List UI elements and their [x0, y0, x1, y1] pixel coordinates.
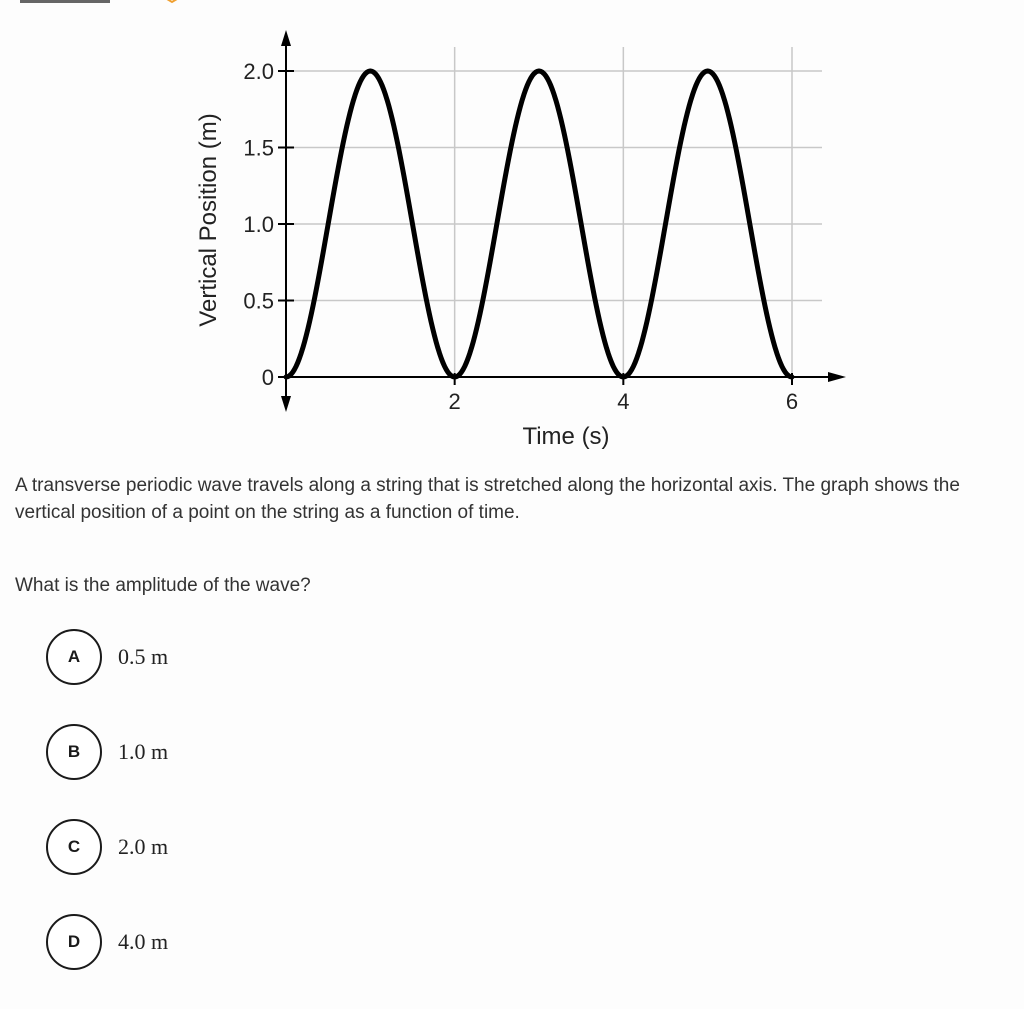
y-tick-label-0: 0 — [261, 365, 274, 390]
choice-a-text: 0.5 m — [118, 644, 169, 669]
y-tick-label-4: 2.0 — [243, 59, 274, 84]
choice-b-text: 1.0 m — [118, 739, 169, 764]
choice-d-letter: D — [46, 914, 102, 970]
y-axis-label: Vertical Position (m) — [195, 113, 222, 327]
x-tick-label-1: 4 — [617, 389, 630, 414]
y-tick-label-2: 1.0 — [243, 212, 274, 237]
y-tick-label-3: 1.5 — [243, 135, 274, 161]
y-axis-arrow-down — [281, 396, 291, 412]
choice-c[interactable] — [46, 817, 446, 877]
x-tick-label-0: 2 — [448, 389, 461, 414]
choice-c-text: 2.0 m — [118, 834, 169, 859]
choice-d[interactable] — [46, 912, 446, 972]
y-tick-label-1: 0.5 — [243, 288, 274, 314]
wave-chart — [0, 0, 1024, 460]
question-passage: A transverse periodic wave travels along a string that is stretched along the horizontal axis. The graph shows the vertical position of a point on the string as a function of time. — [15, 475, 960, 523]
y-axis-arrow-up — [281, 30, 291, 46]
choice-c-letter: C — [46, 819, 102, 875]
x-tick-label-2: 6 — [785, 389, 799, 414]
choice-a-letter: A — [46, 629, 102, 685]
choice-b-letter: B — [46, 724, 102, 780]
choice-b[interactable] — [46, 722, 446, 782]
question-prompt: What is the amplitude of the wave? — [15, 575, 311, 596]
axes — [281, 30, 846, 412]
choice-a[interactable] — [46, 627, 446, 687]
x-axis-arrow — [828, 372, 846, 382]
choice-d-text: 4.0 m — [118, 929, 169, 954]
x-axis-label: Time (s) — [522, 423, 610, 450]
